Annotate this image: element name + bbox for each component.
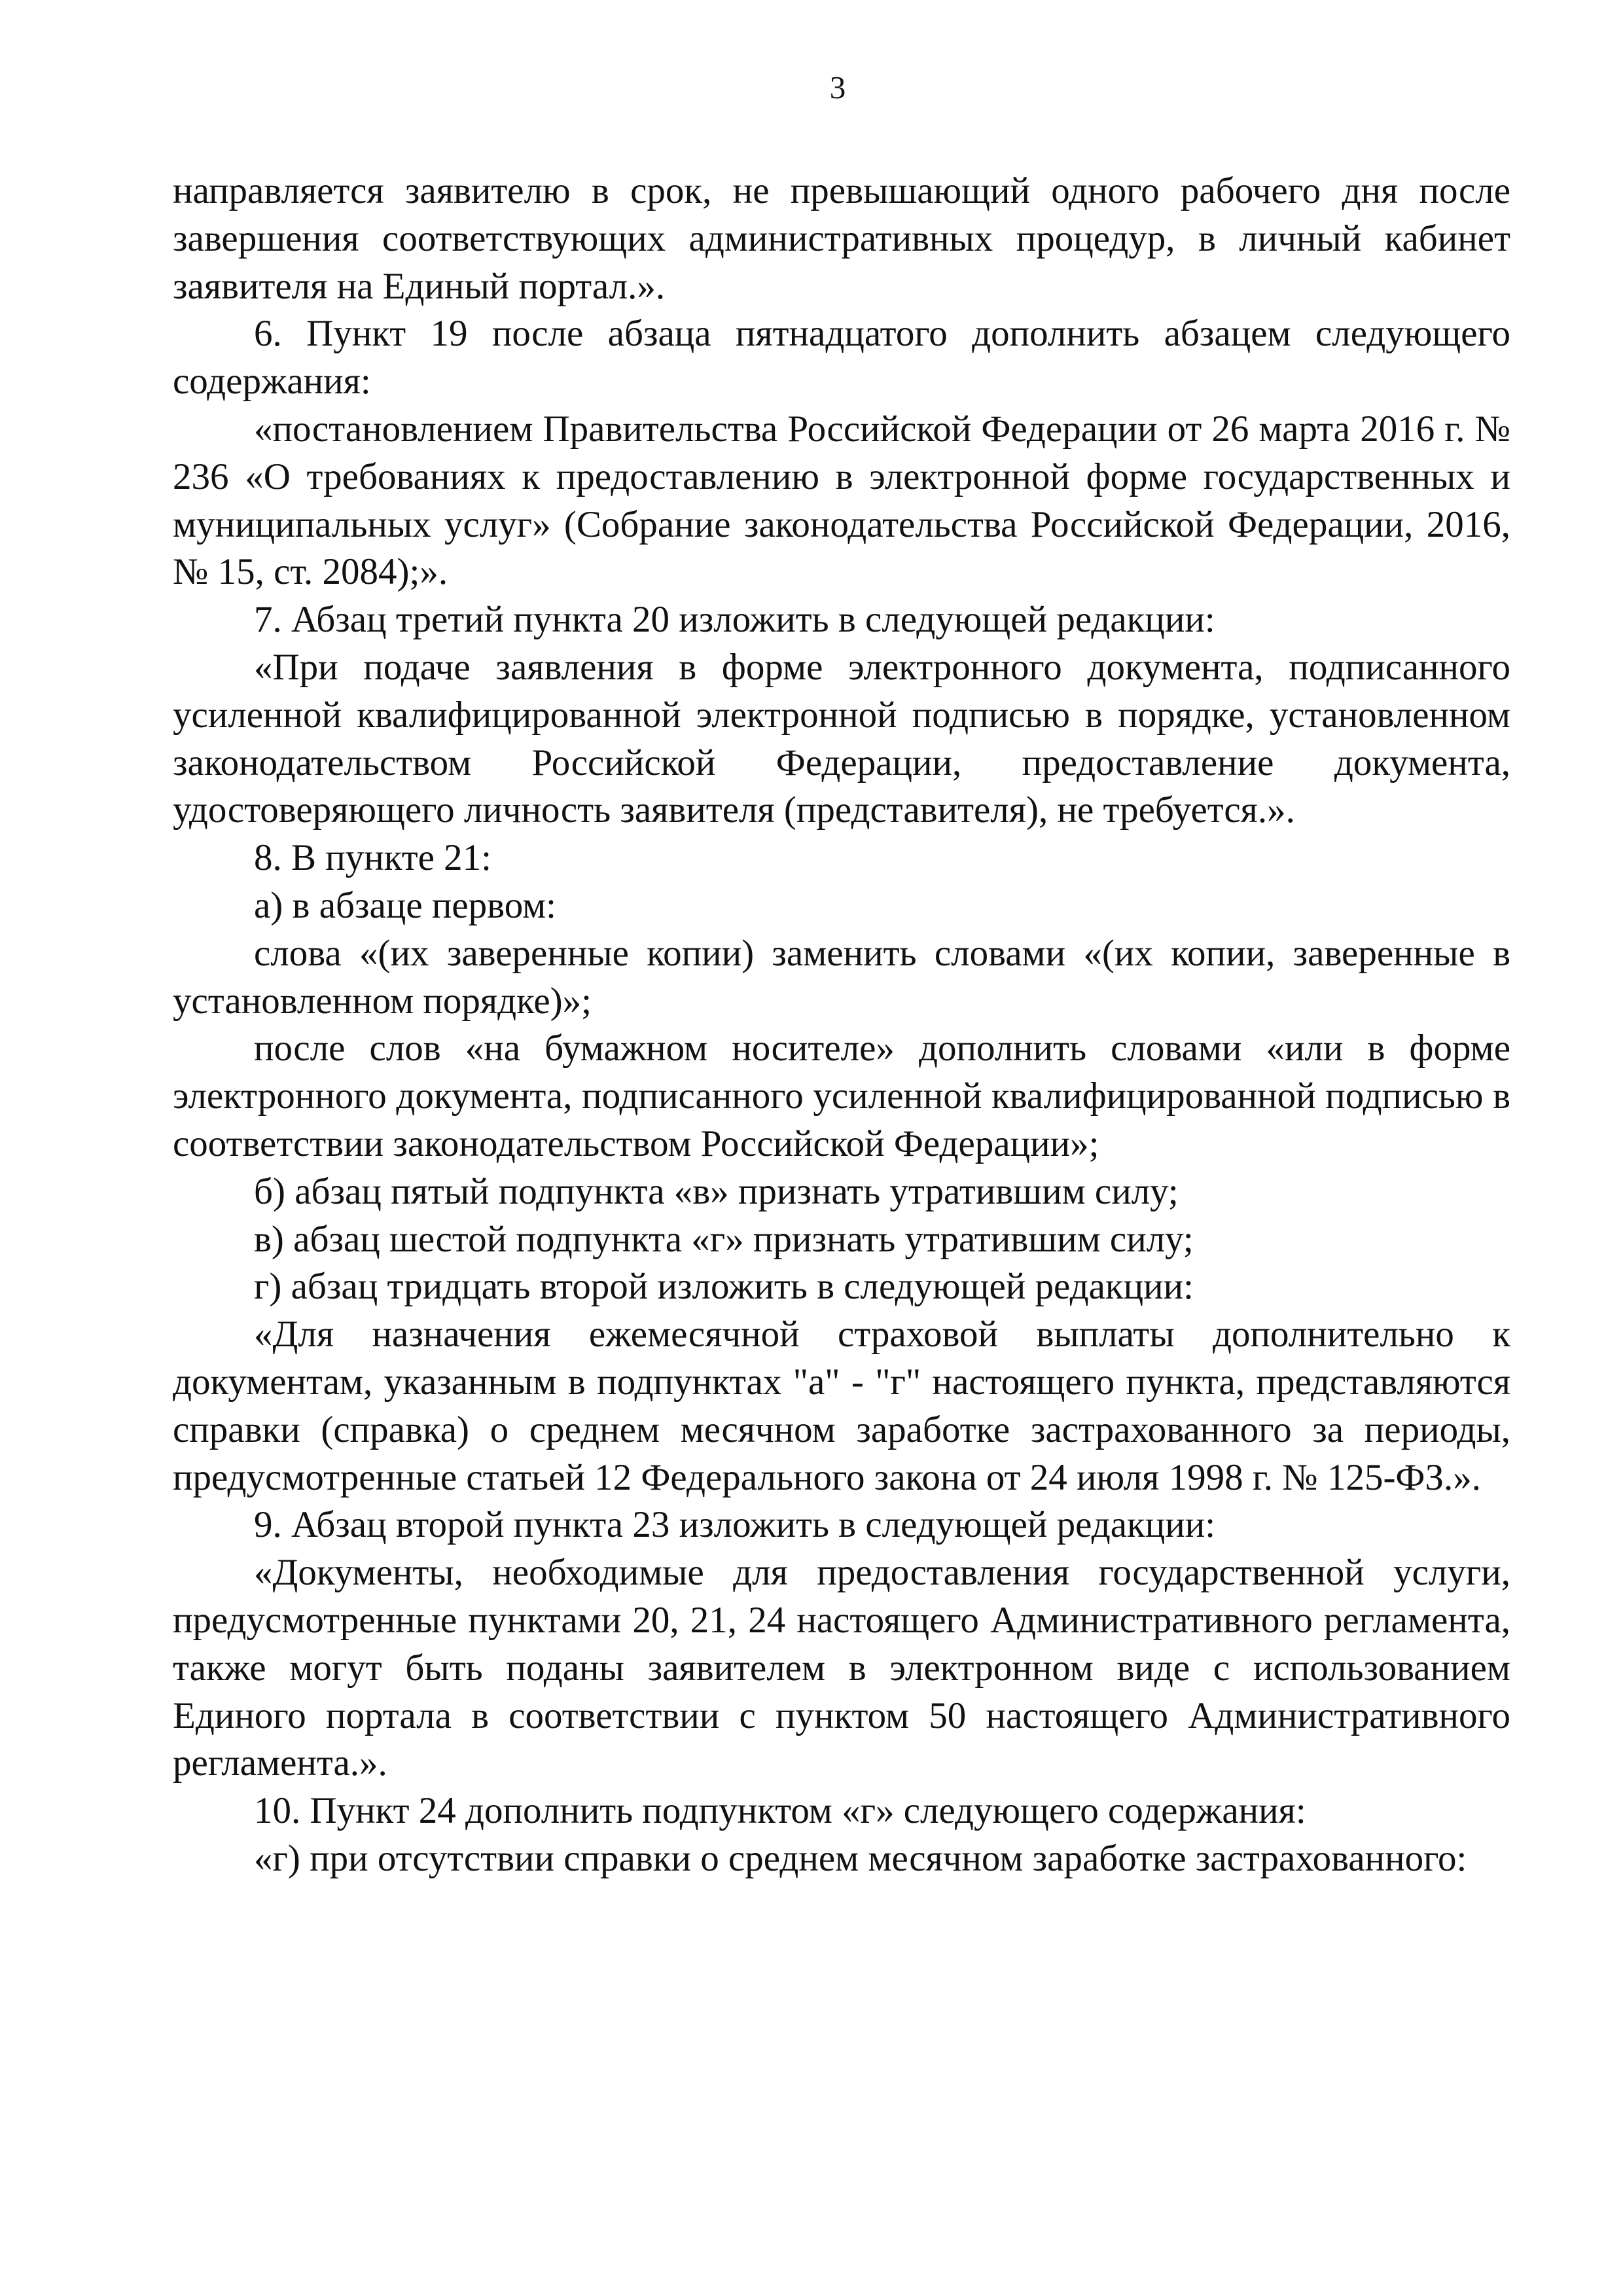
paragraph-item-10: 10. Пункт 24 дополнить подпунктом «г» следующего содержания: (254, 1790, 1306, 1832)
paragraph-item-8a-words: слова «(их заверенные копии) заменить словами «(их копии, заверенные в установленном порядке)»; (173, 932, 1510, 1022)
paragraph-item-8a-after: после слов «на бумажном носителе» дополнить словами «или в форме электронного документа, подписанного усиленной квалифицированной подписью в соответствии законодательством Российской Федерации»; (173, 1028, 1510, 1164)
paragraph-item-8: 8. В пункте 21: (254, 837, 492, 879)
paragraph-item-10-quote: «г) при отсутствии справки о среднем месячном заработке застрахованного: (254, 1837, 1467, 1879)
paragraph-item-7-quote: «При подаче заявления в форме электронного документа, подписанного усиленной квалифицированной электронной подписью в порядке, установленном законодательством Российской Федерации, предоставление документа, удостоверяющего личность заявителя (представителя), не требуется.». (173, 646, 1510, 831)
paragraph-item-9: 9. Абзац второй пункта 23 изложить в следующей редакции: (254, 1504, 1216, 1546)
paragraph-item-8b: б) абзац пятый подпункта «в» признать утратившим силу; (254, 1170, 1179, 1212)
paragraph-continuation: направляется заявителю в срок, не превышающий одного рабочего дня после завершения соответствующих административных процедур, в личный кабинет заявителя на Единый портал.». (173, 170, 1510, 307)
paragraph-item-9-quote: «Документы, необходимые для предоставления государственной услуги, предусмотренные пунктами 20, 21, 24 настоящего Административного регламента, также могут быть поданы заявителем в электронном виде с использованием Единого портала в соответствии с пунктом 50 настоящего Административного регламента.». (173, 1552, 1510, 1784)
paragraph-item-7: 7. Абзац третий пункта 20 изложить в следующей редакции: (254, 599, 1215, 641)
paragraph-item-6-quote: «постановлением Правительства Российской Федерации от 26 марта 2016 г. № 236 «О требованиях к предоставлению в электронной форме государственных и муниципальных услуг» (Собрание законодательства Российской Федерации, 2016, № 15, ст. 2084);». (173, 408, 1510, 593)
paragraph-item-6: 6. Пункт 19 после абзаца пятнадцатого дополнить абзацем следующего содержания: (173, 313, 1510, 403)
page-number: 3 (829, 69, 846, 105)
paragraph-item-8a: а) в абзаце первом: (254, 884, 557, 926)
paragraph-item-8g: г) абзац тридцать второй изложить в следующей редакции: (254, 1266, 1194, 1308)
paragraph-item-8g-quote: «Для назначения ежемесячной страховой выплаты дополнительно к документам, указанным в подпунктах "а" - "г" настоящего пункта, представляются справки (справка) о среднем месячном заработке застрахованного за периоды, предусмотренные статьей 12 Федерального закона от 24 июля 1998 г. № 125-ФЗ.». (173, 1314, 1510, 1498)
document-body (173, 168, 1510, 1883)
paragraph-item-8v: в) абзац шестой подпункта «г» признать утратившим силу; (254, 1218, 1194, 1260)
